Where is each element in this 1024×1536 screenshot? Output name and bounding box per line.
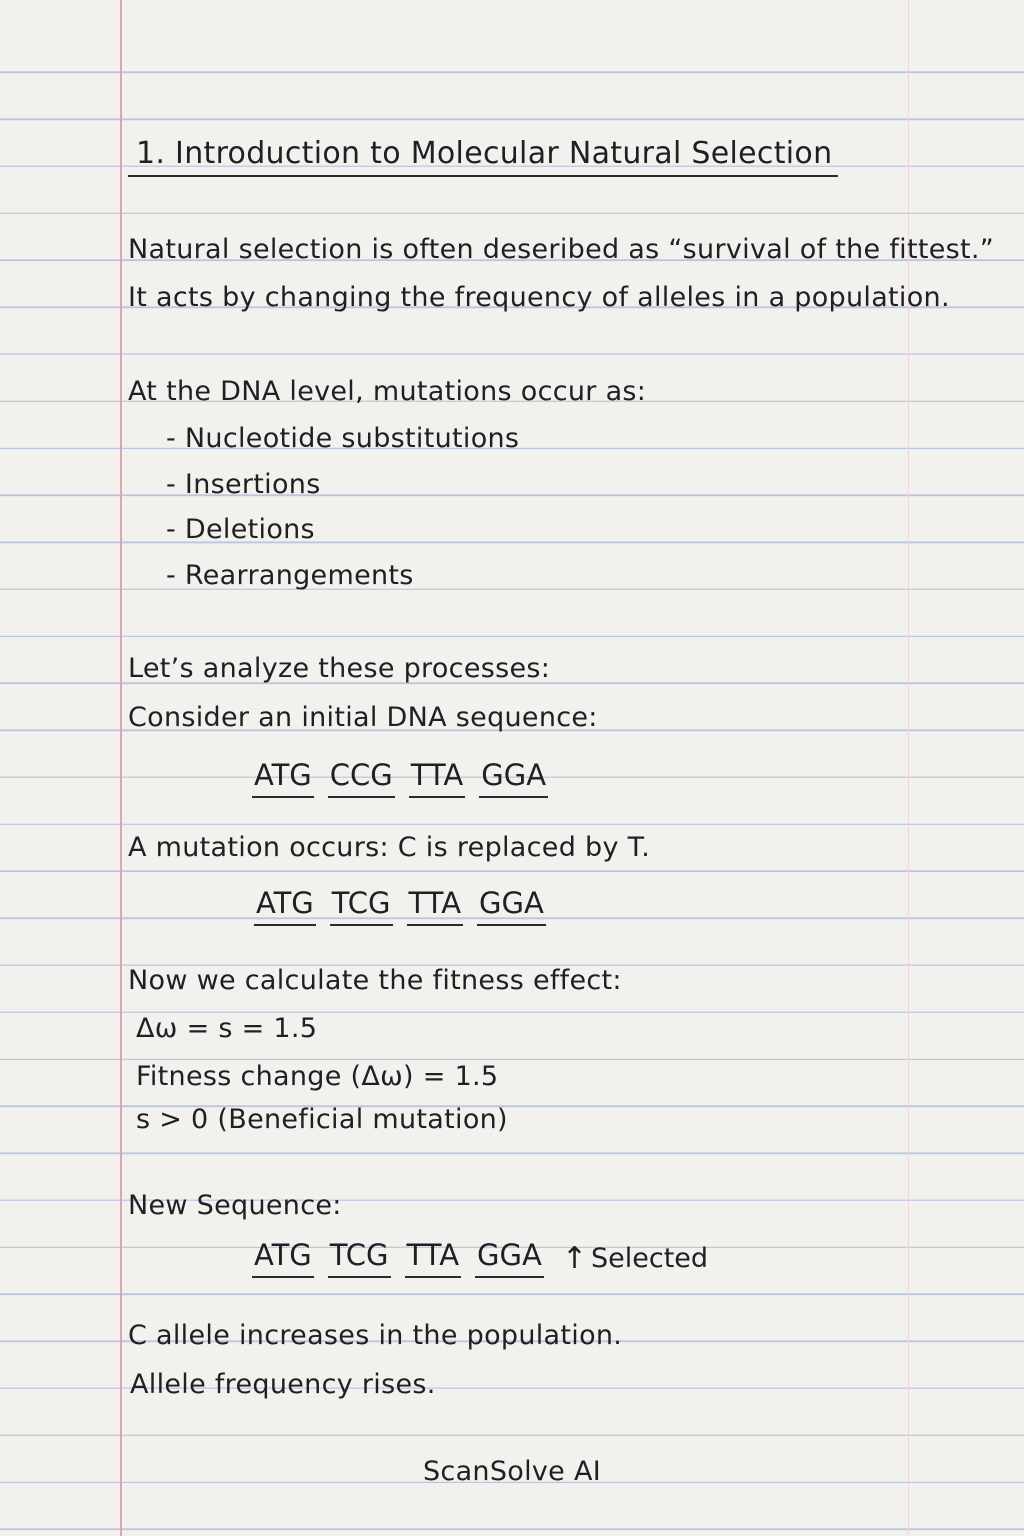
codon: CCG xyxy=(328,758,395,798)
fitness-equation-1: Δω = s = 1.5 xyxy=(136,1013,318,1044)
new-sequence xyxy=(252,1238,708,1278)
fitness-equation-2: Fitness change (Δω) = 1.5 xyxy=(136,1061,499,1092)
mutation-line: A mutation occurs: C is replaced by T. xyxy=(128,832,651,863)
margin-line xyxy=(120,0,122,1536)
selected-label: Selected xyxy=(590,1242,709,1274)
selected-tag xyxy=(562,1238,708,1278)
codon: GGA xyxy=(475,1238,544,1278)
page-title: 1. Introduction to Molecular Natural Selection xyxy=(128,136,838,177)
up-arrow-icon: ↑ xyxy=(561,1240,587,1276)
initial-sequence xyxy=(252,758,548,798)
codon: TTA xyxy=(409,758,466,798)
analysis-line-2: Consider an initial DNA sequence: xyxy=(128,702,598,733)
mutation-item-insertions: - Insertions xyxy=(166,469,321,500)
codon: GGA xyxy=(479,758,548,798)
fitness-equation-3: s > 0 (Beneficial mutation) xyxy=(136,1104,508,1135)
mutation-item-substitutions: - Nucleotide substitutions xyxy=(166,423,520,454)
right-margin-line xyxy=(908,0,909,1536)
codon: ATG xyxy=(254,886,316,926)
codon: TCG xyxy=(328,1238,391,1278)
intro-line-2: It acts by changing the frequency of alleles in a population. xyxy=(128,282,950,313)
mutation-item-rearrangements: - Rearrangements xyxy=(166,560,414,591)
codon: ATG xyxy=(252,758,314,798)
mutation-item-deletions: - Deletions xyxy=(166,514,315,545)
analysis-line-1: Let’s analyze these processes: xyxy=(128,653,551,684)
codon: ATG xyxy=(252,1238,314,1278)
codon: TCG xyxy=(330,886,393,926)
conclusion-line-2: Allele frequency rises. xyxy=(130,1369,436,1400)
codon: GGA xyxy=(477,886,546,926)
new-sequence-heading: New Sequence: xyxy=(128,1190,342,1221)
codon: TTA xyxy=(405,1238,462,1278)
codon: TTA xyxy=(407,886,464,926)
fitness-heading: Now we calculate the fitness effect: xyxy=(128,965,622,996)
mutated-sequence xyxy=(254,886,546,926)
intro-line-1: Natural selection is often deseribed as “survival of the fittest.” xyxy=(128,234,995,265)
mutations-heading: At the DNA level, mutations occur as: xyxy=(128,376,647,407)
conclusion-line-1: C allele increases in the population. xyxy=(128,1320,623,1351)
footer-brand: ScanSolve AI xyxy=(422,1456,601,1487)
